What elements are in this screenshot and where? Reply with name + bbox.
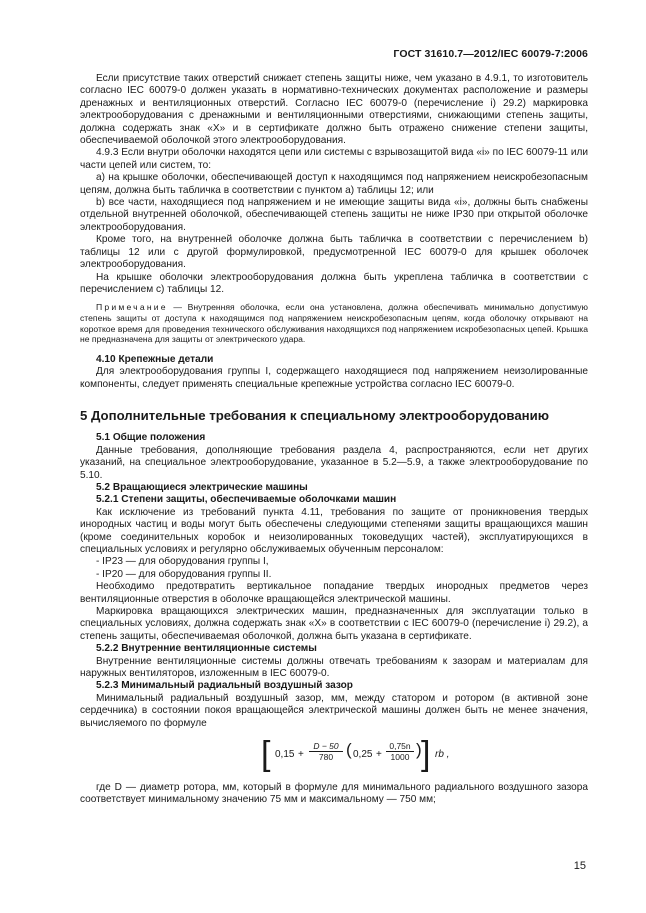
paragraph: Данные требования, дополняющие требования раздела 4, распространяются, если нет других указаний, на специальное электрооборудование, указанное в 5.2—5.9, а также электрооборудование по 5.10. [80, 444, 588, 481]
fraction-d-numerator: D − 50 [309, 741, 343, 752]
page-number: 15 [573, 860, 586, 872]
paragraph: Кроме того, на внутренней оболочке должна быть табличка в соответствии с перечислением b) таблицы 12 или с другой формулировкой, предусмотренной IEC 60079-0 для крышек оболочек электрооборудования. [80, 234, 588, 271]
section-heading: 5.2.1 Степени защиты, обеспечиваемые оболочками машин [96, 494, 397, 506]
paren-open: ( [346, 740, 352, 760]
paragraph: где D — диаметр ротора, мм, который в формуле для минимального радиального воздушного зазора соответствует минимальному значению 75 мм и максимальному — 750 мм; [80, 782, 588, 806]
section-heading: 4.10 Крепежные детали [96, 353, 214, 365]
note [80, 302, 588, 344]
plus-sign: + [298, 749, 304, 761]
list-item: - IP23 — для оборудования группы I, [96, 556, 269, 568]
note-label: Примечание [96, 302, 168, 313]
paragraph: 4.9.3 Если внутри оболочки находятся цепи или системы с взрывозащитой вида «i» по IEC 60079-11 или части цепей или систем, то: [80, 147, 588, 171]
formula-tail: rb , [435, 749, 450, 761]
document-header: ГОСТ 31610.7—2012/IEC 60079-7:2006 [393, 48, 588, 60]
paragraph: Как исключение из требований пункта 4.11, требования по защите от проникновения твердых инородных частиц и воды могут быть обеспечены следующими степенями защиты вращающихся машин (кроме соединительных коробок и неизолированных токоведущих частей), эксплуатирующихся в специальных условиях и регулярно обслуживаемых обученным персоналом: [80, 506, 588, 555]
note-text: — Внутренняя оболочка, если она установлена, должна обеспечивать минимально допустимую степень защиты от доступа к находящимся под напряжением неискробезопасным цепям, когда оболочку открывают на короткое время для проведения технического обслуживания находящихся под напряжением искробезопасных цепей. Крышка не предназначена для защиты от электрического удара. [80, 302, 588, 345]
paragraph: Необходимо предотвратить вертикальное попадание твердых инородных предметов через вентиляционные отверстия в оболочке вращающейся электрической машины. [80, 581, 588, 605]
fraction-n [386, 741, 414, 762]
section-heading: 5.2 Вращающиеся электрические машины [96, 481, 308, 493]
bracket-close: ] [421, 735, 431, 774]
plus-sign-2: + [376, 749, 382, 761]
paragraph: Для электрооборудования группы I, содержащего находящиеся под напряжением неизолированные компоненты, следует применять специальные крепежные устройства согласно IEC 60079-0. [80, 366, 588, 390]
air-gap-formula [80, 730, 588, 782]
paragraph: Минимальный радиальный воздушный зазор, мм, между статором и ротором (в активной зоне сердечника) в состоянии покоя вращающейся электрической машины должен быть не менее значения, вычисляемого по формуле [80, 692, 588, 729]
paragraph: Маркировка вращающихся электрических машин, предназначенных для эксплуатации только в специальных условиях, должна содержать знак «X» в соответствии с IEC 60079-0 (перечисление i) 29.2), а степень защиты, обеспечиваемая оболочкой, должна быть указана в сертификате. [80, 606, 588, 642]
list-item: b) все части, находящиеся под напряжением и не имеющие защиты вида «i», должны быть снабжены отдельной внутренней оболочкой, обеспечивающей степень защиты не ниже IP30 при открытой оболочке электрооборудования. [80, 197, 588, 233]
paragraph: Внутренние вентиляционные системы должны отвечать требованиям к зазорам и материалам для наружных вентиляторов, изложенным в IEC 60079-0. [80, 655, 588, 680]
section-heading: 5.1 Общие положения [96, 432, 206, 444]
constant-025: 0,25 [353, 749, 373, 761]
list-item: а) на крышке оболочки, обеспечивающей доступ к находящимся под напряжением неискробезопасным цепям, должна быть табличка в соответствии с пунктом а) таблицы 12; или [80, 172, 588, 196]
chapter-heading: 5 Дополнительные требования к специальному электрооборудованию [80, 407, 550, 423]
section-heading: 5.2.3 Минимальный радиальный воздушный зазор [96, 680, 353, 692]
fraction-d [309, 741, 343, 762]
fraction-n-numerator: 0,75n [386, 741, 414, 752]
section-heading: 5.2.2 Внутренние вентиляционные системы [96, 643, 317, 655]
fraction-n-denominator: 1000 [390, 752, 410, 763]
bracket-open: [ [261, 735, 271, 774]
paragraph: На крышке оболочки электрооборудования должна быть укреплена табличка в соответствии с перечислением с) таблицы 12. [80, 271, 588, 295]
constant-015: 0,15 [275, 749, 295, 761]
page-body [80, 73, 588, 807]
list-item: - IP20 — для оборудования группы II. [96, 568, 272, 580]
paragraph: Если присутствие таких отверстий снижает степень защиты ниже, чем указано в 4.9.1, то изготовитель согласно IEC 60079-0 должен указать в нормативно-технических документах расположение и размеры дренажных и вентиляционных отверстий. Согласно IEC 60079-0 (перечисление i) 29.2) маркировка электрооборудования с дренажными и вентиляционными отверстиями, снижающими степень защиты, должна содержать знак «X» и в сертификате должно быть отражено снижение степени защиты, обеспечиваемой оболочкой этого электрооборудования. [80, 73, 588, 147]
paren-close: ) [416, 740, 422, 760]
fraction-d-denominator: 780 [318, 752, 334, 763]
